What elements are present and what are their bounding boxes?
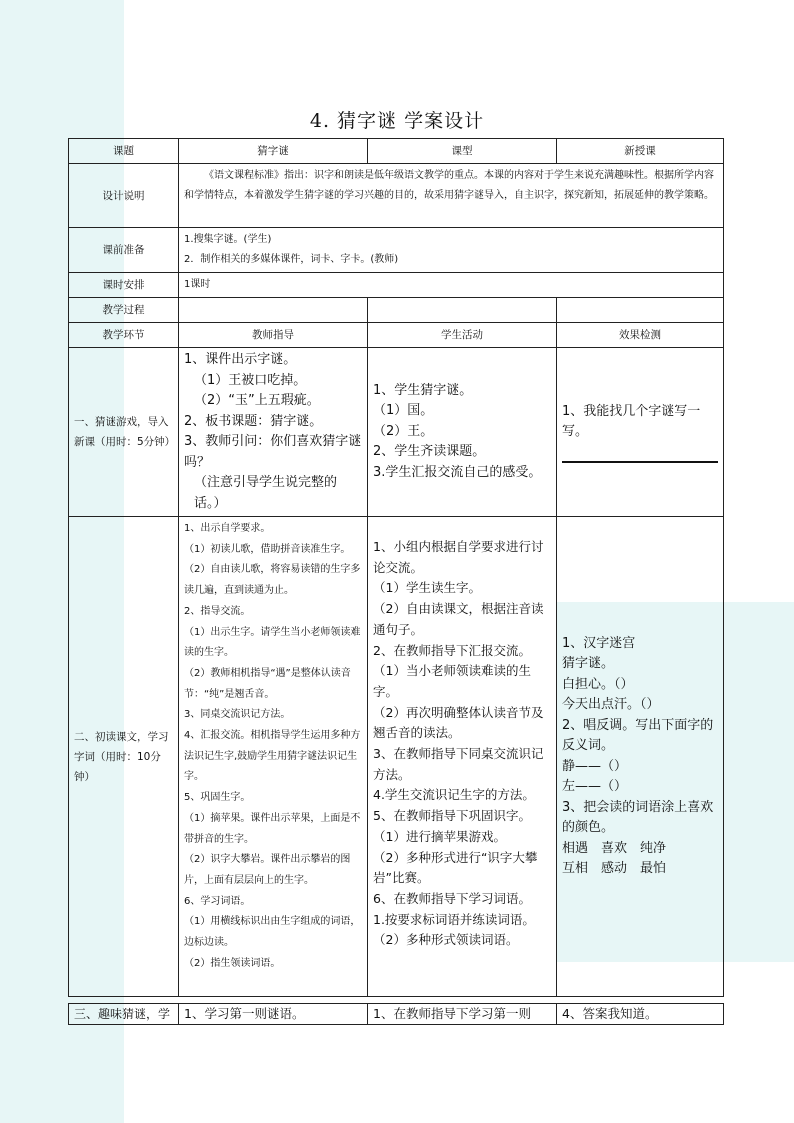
step1-teacher-line: （注意引导学生说完整的话。） [194, 475, 338, 511]
answer-line [562, 461, 718, 463]
step1-check-line: 1、我能找几个字谜写一写。 [562, 403, 701, 439]
step2-teacher-line: （1）用横线标识出由生字组成的词语，边标边读。 [184, 916, 361, 949]
step2-teacher-line: 1、出示自学要求。 [184, 523, 271, 534]
step2-student-line: （2）多种形式进行“识字大攀岩”比赛。 [373, 849, 538, 886]
document-title: 4. 猜字谜 学案设计 [309, 110, 485, 132]
step1-teacher-line: （2）“玉”上五瑕疵。 [194, 393, 320, 408]
header-type-label: 课型 [368, 139, 557, 164]
col-header-student: 学生活动 [368, 323, 557, 348]
col-header-step: 教学环节 [69, 323, 179, 348]
step3-student: 1、在教师指导下学习第一则 [368, 1004, 557, 1025]
step1-student-line: （1）国。 [373, 403, 434, 419]
design-note-label: 设计说明 [69, 164, 179, 228]
lesson-plan-table [68, 138, 724, 997]
step2-student-line: 5、在教师指导下巩固识字。 [373, 808, 531, 824]
step1-student-line: （2）王。 [373, 423, 434, 439]
step2-student-line: （1）进行摘苹果游戏。 [373, 828, 506, 844]
header-topic-value: 猜字谜 [179, 139, 368, 164]
lesson-plan-table-continued [68, 1003, 724, 1025]
col-header-teacher: 教师指导 [179, 323, 368, 348]
step3-check: 4、答案我知道。 [557, 1004, 724, 1025]
step2-teacher-line: （2）自由读儿歌，将容易读错的生字多读几遍，直到读通为止。 [184, 564, 361, 597]
step2-student-line: 1、小组内根据自学要求进行讨论交流。 [373, 539, 544, 575]
step2-student-line: （2）再次明确整体认读音节及翘舌音的读法。 [373, 704, 544, 741]
step2-label: 二、初读课文，学习字词（用时：10分钟） [69, 517, 179, 997]
step1-student-line: 3.学生汇报交流自己的感受。 [373, 464, 542, 480]
step2-teacher-line: 4、汇报交流。相机指导学生运用多种方法识记生字,鼓励学生用猜字谜法识记生字。 [184, 730, 361, 783]
step2-teacher-line: 2、指导交流。 [184, 605, 251, 617]
step2-student-line: （1）当小老师领读难读的生字。 [373, 663, 531, 699]
step2-check-line: 1、汉字迷宫 [562, 635, 636, 651]
step2-teacher-line: 3、同桌交流识记方法。 [184, 709, 291, 721]
header-type-value: 新授课 [557, 139, 724, 164]
step2-student-line: （2）多种形式领读词语。 [373, 932, 519, 948]
step1-teacher-line: 2、板书课题：猜字谜。 [184, 413, 323, 429]
step3-label: 三、趣味猜谜，学 [69, 1004, 179, 1025]
step2-teacher-line: （1）初读儿歌，借助拼音读准生字。 [184, 543, 351, 555]
step2-check-line: 相遇 喜欢 纯净 [562, 840, 667, 856]
step2-teacher-line: （1）摘苹果。课件出示苹果，上面是不带拼音的生字。 [184, 812, 361, 845]
step2-teacher-line: （2）教师相机指导“遇”是整体认读音节：“纯”是翘舌音。 [184, 667, 351, 700]
prep-line: 2．制作相关的多媒体课件，词卡、字卡。(教师) [184, 254, 399, 265]
step2-student-line: （2）自由读课文，根据注音读通句子。 [373, 601, 544, 637]
step2-check [557, 517, 724, 997]
design-note-text: 《语文课程标准》指出：识字和朗读是低年级语文教学的重点。本课的内容对于学生来说充满趣味性。根据所学内容和学情特点，本着激发学生猜字谜的学习兴趣的目的，故采用猜字谜导入，自主识字，探究新知，拓展延伸的教学策略。 [179, 164, 724, 228]
prep-label: 课前准备 [69, 228, 179, 273]
step2-check-line: 互相 感动 最怕 [562, 861, 667, 876]
step1-student-line: 1、学生猜字谜。 [373, 382, 473, 398]
step2-check-line: 静——（） [562, 758, 628, 774]
step1-student-line: 2、学生齐读课题。 [373, 444, 486, 460]
col-header-check: 效果检测 [557, 323, 724, 348]
schedule-label: 课时安排 [69, 273, 179, 298]
step2-teacher-line: 5、巩固生字。 [184, 792, 251, 804]
step2-teacher-line: （1）出示生字。请学生当小老师领读难读的生字。 [184, 626, 361, 659]
header-topic-label: 课题 [69, 139, 179, 164]
prep-line: 1.搜集字谜。(学生) [184, 234, 272, 245]
step1-student [368, 348, 557, 517]
step2-check-line: 2、唱反调。写出下面字的反义词。 [562, 717, 714, 753]
prep-content [179, 228, 724, 273]
step2-teacher [179, 517, 368, 997]
process-empty [368, 298, 557, 323]
step3-teacher: 1、学习第一则谜语。 [179, 1004, 368, 1025]
step1-teacher-line: 3、教师引问：你们喜欢猜字谜吗？ [184, 434, 362, 470]
step2-student-line: 1.按要求标词语并练读词语。 [373, 911, 535, 927]
step1-check [557, 348, 724, 517]
schedule-value: 1课时 [179, 273, 724, 298]
step2-check-line: 3、把会读的词语涂上喜欢的颜色。 [562, 799, 714, 835]
page-tint-right [718, 86, 794, 602]
step2-student-line: 4.学生交流识记生字的方法。 [373, 787, 535, 803]
step2-student-line: 3、在教师指导下同桌交流识记方法。 [373, 746, 544, 782]
step2-student-line: 2、在教师指导下汇报交流。 [373, 642, 531, 658]
process-empty [557, 298, 724, 323]
step2-student-line: （1）学生读生字。 [373, 580, 481, 596]
step1-label: 一、猜谜游戏，导入新课（用时：5分钟） [69, 348, 179, 517]
step2-teacher-line: （2）指生领读词语。 [184, 957, 281, 969]
step2-check-line: 猜字谜。 [562, 656, 615, 671]
process-label: 教学过程 [69, 298, 179, 323]
step2-check-line: 左——（） [562, 779, 628, 794]
process-empty [179, 298, 368, 323]
step2-check-line: 白担心。（） [562, 676, 634, 692]
step2-check-line: 今天出点汗。（） [562, 697, 660, 712]
page-tint-top [124, 0, 794, 86]
step2-teacher-line: （2）识字大攀岩。课件出示攀岩的图片，上面有层层向上的生字。 [184, 854, 351, 886]
step2-student-line: 6、在教师指导下学习词语。 [373, 890, 531, 906]
step1-teacher-line: （1）王被口吃掉。 [194, 372, 307, 388]
step1-teacher [179, 348, 368, 517]
step2-student [368, 517, 557, 997]
step2-teacher-line: 6、学习词语。 [184, 895, 251, 907]
step1-teacher-line: 1、课件出示字谜。 [184, 352, 297, 367]
